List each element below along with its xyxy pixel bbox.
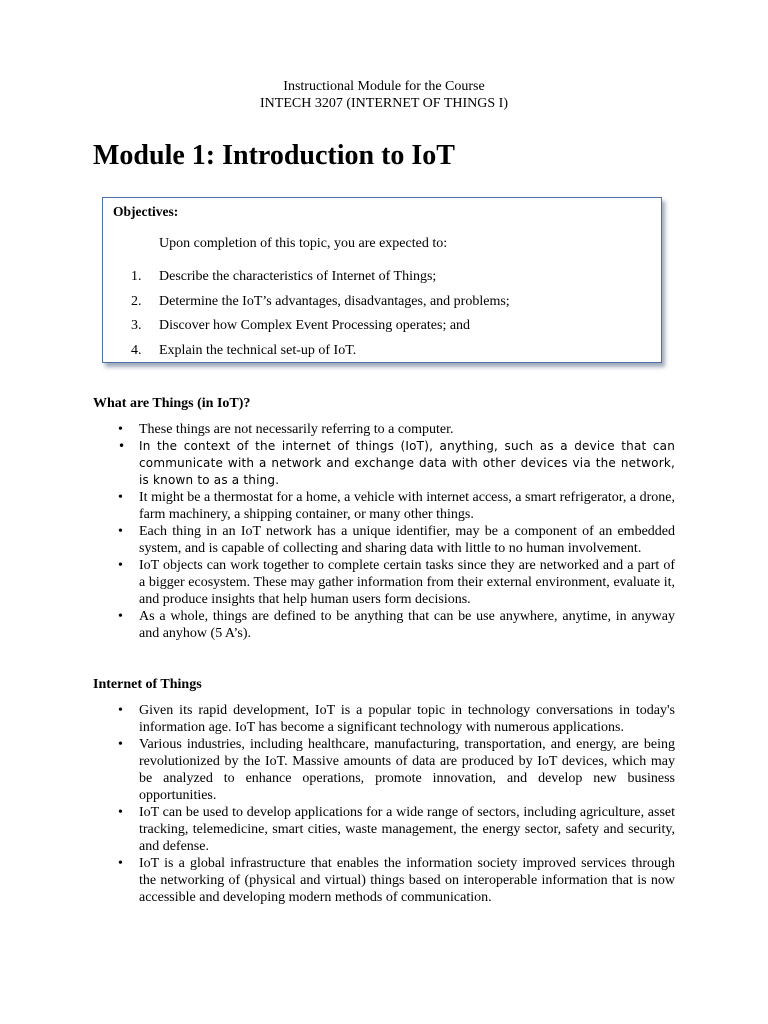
iot-bullet-list	[118, 702, 675, 906]
list-item: • IoT objects can work together to complete certain tasks since they are networked and a part of a bigger ecosystem. These may gather information from their external environment, evaluate it, and produce insights that help human users form decisions.	[118, 557, 675, 608]
header-line-1: Instructional Module for the Course	[283, 79, 485, 94]
list-item: • Various industries, including healthcare, manufacturing, transportation, and energy, are being revolutionized by the IoT. Massive amounts of data are produced by IoT devices, which may be analyzed to enhance operations, promote innovation, and develop new business opportunities.	[118, 736, 675, 804]
course-header	[0, 78, 768, 112]
list-item: • IoT is a global infrastructure that enables the information society improved services through the networking of (physical and virtual) things based on interoperable information that is now accessible and developing modern methods of communication.	[118, 855, 675, 906]
objective-item: 2. Determine the IoT’s advantages, disadvantages, and problems;	[131, 293, 510, 309]
objectives-box	[102, 197, 662, 363]
section-heading-things: What are Things (in IoT)?	[93, 396, 251, 411]
objective-item: 1. Describe the characteristics of Internet of Things;	[131, 269, 437, 284]
list-item: • In the context of the internet of things (IoT), anything, such as a device that can communicate with a network and exchange data with other devices via the network, is known to as a thing.	[118, 438, 675, 489]
objectives-list	[131, 268, 510, 366]
list-item: • Given its rapid development, IoT is a popular topic in technology conversations in today's information age. IoT has become a significant technology with numerous applications.	[118, 702, 675, 736]
things-bullet-list	[118, 421, 675, 642]
objective-item: 4. Explain the technical set-up of IoT.	[131, 342, 357, 358]
list-item: • As a whole, things are defined to be anything that can be use anywhere, anytime, in anyway and anyhow (5 A’s).	[118, 608, 675, 642]
module-title: Module 1: Introduction to IoT	[93, 140, 455, 171]
header-line-2: INTECH 3207 (INTERNET OF THINGS I)	[260, 96, 508, 111]
list-item: • It might be a thermostat for a home, a vehicle with internet access, a smart refrigerator, a drone, farm machinery, a shipping container, or many other things.	[118, 489, 675, 523]
list-item: • IoT can be used to develop applications for a wide range of sectors, including agriculture, asset tracking, telemedicine, smart cities, waste management, the energy sector, safety and security, and defense.	[118, 804, 675, 855]
objective-item: 3. Discover how Complex Event Processing operates; and	[131, 318, 471, 333]
list-item: • Each thing in an IoT network has a unique identifier, may be a component of an embedded system, and is capable of collecting and sharing data with little to no human involvement.	[118, 523, 675, 557]
objectives-intro: Upon completion of this topic, you are expected to:	[159, 236, 448, 251]
section-heading-iot: Internet of Things	[93, 677, 202, 692]
objectives-heading: Objectives:	[113, 204, 179, 219]
list-item: • These things are not necessarily referring to a computer.	[118, 421, 675, 438]
